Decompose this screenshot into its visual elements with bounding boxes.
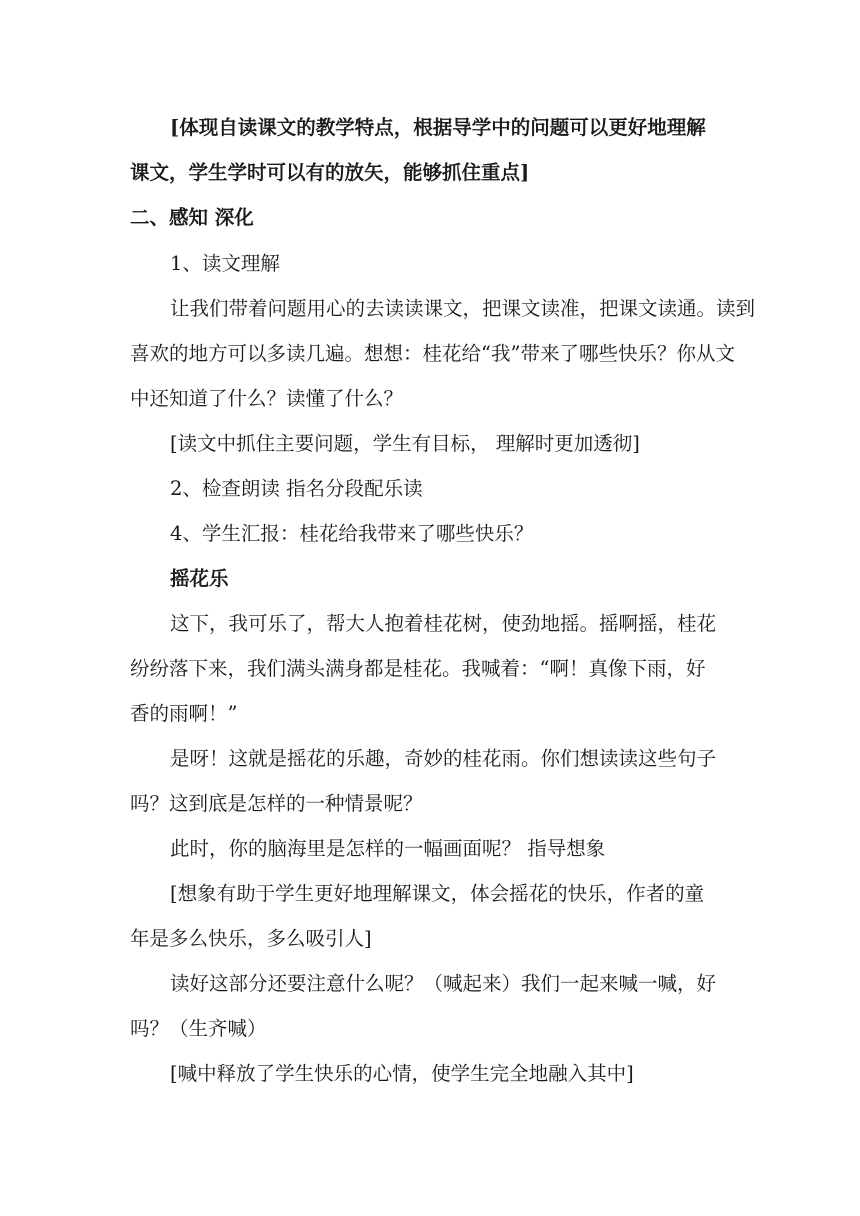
paragraph-line: 吗？（生齐喊） [130,1017,267,1040]
paragraph-line: 是呀！这就是摇花的乐趣，奇妙的桂花雨。你们想读读这些句子 [170,747,717,770]
bracket-note-line: [读文中抓住主要问题，学生有目标， 理解时更加透彻] [170,432,640,455]
bracket-note-line: [喊中释放了学生快乐的心情，使学生完全地融入其中] [170,1062,634,1085]
bracket-note-line: 年是多么快乐，多么吸引人] [130,927,372,950]
paragraph-line: 中还知道了什么？读懂了什么？ [130,387,404,410]
paragraph-line: 纷纷落下来，我们满头满身都是桂花。我喊着：“啊！真像下雨，好 [130,657,706,680]
paragraph-line: 读好这部分还要注意什么呢？（喊起来）我们一起来喊一喊，好 [170,972,717,995]
bracket-note-line: [体现自读课文的教学特点，根据导学中的问题可以更好地理解 [170,116,706,139]
paragraph-line: 此时，你的脑海里是怎样的一幅画面呢？ 指导想象 [170,837,606,860]
subheading-read-understand: 1、读文理解 [170,252,280,275]
list-item: 4、学生汇报：桂花给我带来了哪些快乐？ [170,522,534,545]
bracket-note-line: 课文，学生学时可以有的放矢，能够抓住重点] [130,161,530,184]
paragraph-line: 让我们带着问题用心的去读读课文，把课文读准，把课文读通。读到 [170,297,756,320]
paragraph-line: 吗？这到底是怎样的一种情景呢？ [130,792,423,815]
paragraph-line: 喜欢的地方可以多读几遍。想想：桂花给“我”带来了哪些快乐？你从文 [130,342,735,365]
paragraph-line: 这下，我可乐了，帮大人抱着桂花树，使劲地摇。摇啊摇，桂花 [170,612,717,635]
paragraph-line: 香的雨啊！” [130,702,238,725]
section-heading: 二、感知 深化 [130,206,254,229]
bracket-note-line: [想象有助于学生更好地理解课文，体会摇花的快乐，作者的童 [170,882,705,905]
subsection-title: 摇花乐 [170,567,229,590]
list-item: 2、检查朗读 指名分段配乐读 [170,477,423,500]
